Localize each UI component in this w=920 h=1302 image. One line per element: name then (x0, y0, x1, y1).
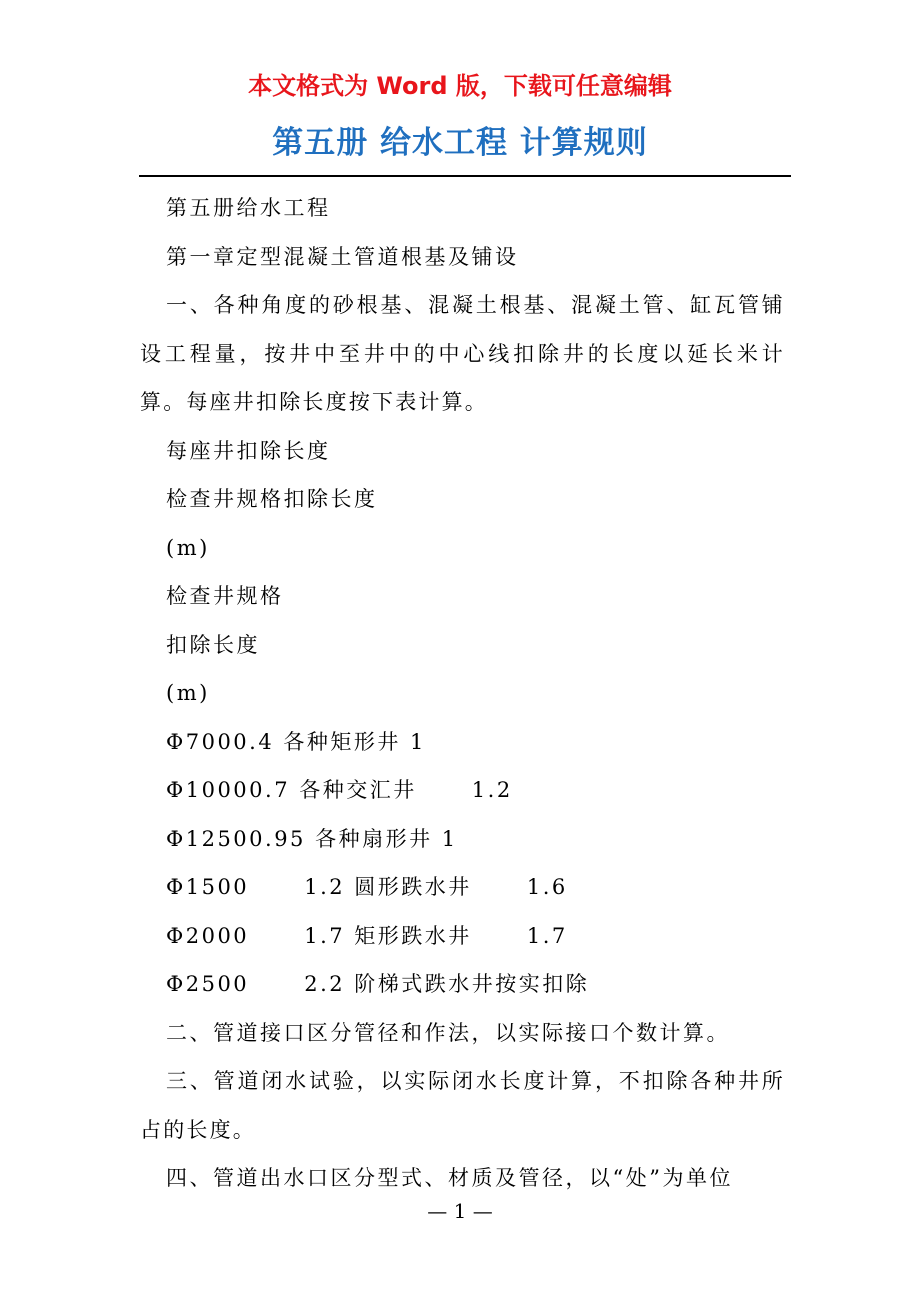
table-header-spec: 检查井规格 (166, 584, 284, 608)
page-number: — 1 — (427, 1199, 493, 1223)
table-row: Φ12500.95 各种扇形井 1 (166, 826, 458, 851)
table-row: Φ10000.7 各种交汇井 1.2 (166, 778, 513, 802)
table-header-deduct: 扣除长度 (166, 632, 260, 657)
paragraph-rule-1: 一、各种角度的砂根基、混凝土根基、混凝土管、缸瓦管铺设工程量，按井中至井中的中心线扣除井的长度以延长米计算。每座井扣除长度按下表计算。 (140, 293, 785, 414)
document-body (140, 184, 785, 1203)
page-title: 第五册 给水工程 计算规则 (272, 125, 648, 161)
paragraph-rule-2: 二、管道接口区分管径和作法，以实际接口个数计算。 (166, 1020, 730, 1045)
paragraph-volume: 第五册给水工程 (166, 196, 331, 220)
title-divider (139, 175, 791, 177)
table-header-unit-2: (m) (166, 681, 210, 705)
table-row: Φ1500 1.2 圆形跌水井 1.6 (166, 875, 568, 899)
paragraph-table-caption: 每座井扣除长度 (166, 438, 331, 463)
paragraph-rule-4: 四、管道出水口区分型式、材质及管径，以“处”为单位 (166, 1166, 733, 1190)
format-notice-banner: 本文格式为 Word 版，下载可任意编辑 (248, 72, 672, 100)
table-header-spec-deduct: 检查井规格扣除长度 (166, 487, 378, 511)
table-row: Φ7000.4 各种矩形井 1 (166, 729, 426, 754)
paragraph-chapter: 第一章定型混凝土管道根基及铺设 (166, 244, 519, 269)
table-row: Φ2500 2.2 阶梯式跌水井按实扣除 (166, 972, 590, 996)
table-row: Φ2000 1.7 矩形跌水井 1.7 (166, 923, 568, 948)
paragraph-rule-3: 三、管道闭水试验，以实际闭水长度计算，不扣除各种井所占的长度。 (140, 1069, 785, 1142)
table-header-unit: (m) (166, 535, 210, 560)
